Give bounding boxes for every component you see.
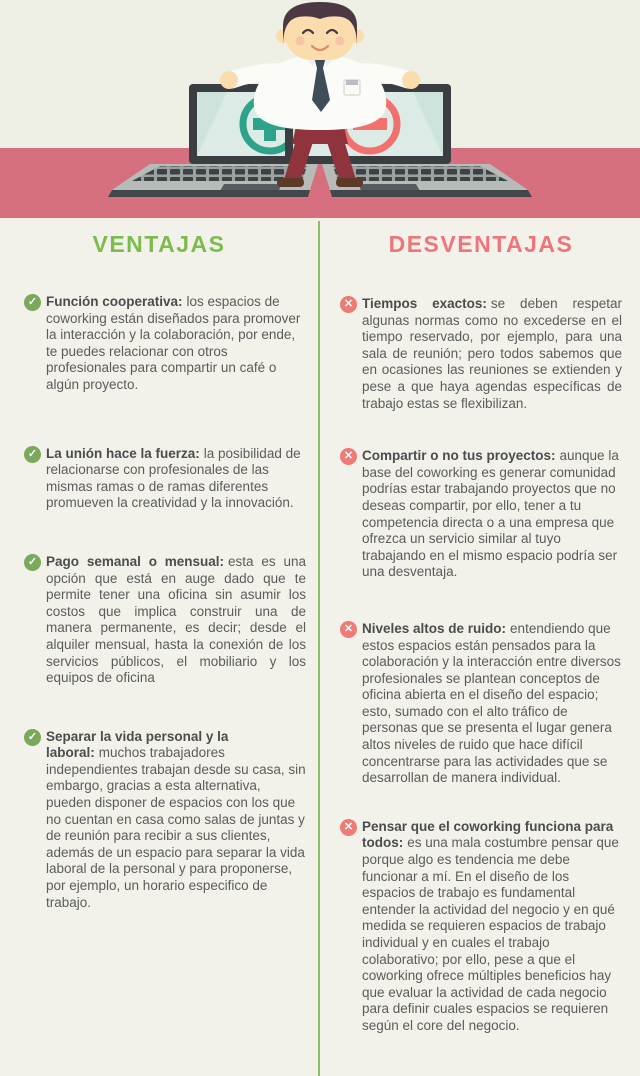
list-item: [24, 294, 306, 394]
check-circle-icon: ✓: [24, 446, 41, 463]
item-lead: Separar la vida personal y la laboral:: [46, 728, 229, 761]
item-lead: Compartir o no tus proyectos:: [362, 448, 556, 464]
item-text: [362, 448, 622, 581]
list-item: [24, 446, 306, 512]
item-text: [46, 294, 306, 394]
x-circle-icon: ✕: [340, 448, 357, 465]
item-lead: Pago semanal o mensual:: [46, 553, 225, 569]
list-item: [340, 819, 622, 1035]
item-text: [46, 729, 306, 912]
item-text: [46, 554, 306, 687]
item-body: entendiendo que estos espacios están pensados para la colaboración y la interacción entre diversos profesionales se plantean conceptos de oficina abierta en el diseño del espacio; esto, sumado con el alto tráfico de personas que se presenta el lugar genera altos niveles de ruido que hace difícil concentrarse para las actividades que se desarrollan de manera individual.: [362, 620, 621, 786]
item-body: esta es una opción que está en auge dado que te permite tener una oficina sin asumir los costos que implica construir una de manera permanente, es decir; desde el alquiler mensual, hasta la conexión de los servicios públicos, el mobiliario y los equipos de oficina: [46, 553, 306, 686]
item-body: muchos trabajadores independientes trabajan desde su casa, sin embargo, gracias a esta alternativa, pueden disponer de espacios con los que no cuentan en casa como salas de juntas y de reunión para recibir a sus clientes, además de un espacio para separar la vida laboral de la personal y para proponerse, por ejemplo, un horario especifico de trabajo.: [46, 745, 306, 910]
item-body: aunque la base del coworking es generar comunidad podrías estar trabajando proyectos que no deseas compartir, por ello, tener a tu competencia directa o a una empresa que ofrezca un servicio similar al tuyo trabajando en el mismo espacio podría ser una desventaja.: [362, 448, 619, 580]
item-text: [362, 296, 622, 412]
column-divider: [318, 221, 320, 1076]
item-text: [46, 446, 306, 512]
desventajas-column: [340, 296, 622, 1035]
hero-illustration: [0, 0, 640, 220]
item-text: [362, 621, 622, 787]
right-hand: [402, 71, 420, 89]
list-item: [24, 554, 306, 687]
ventajas-column: [24, 294, 306, 911]
item-lead: Niveles altos de ruido:: [362, 620, 507, 636]
item-body: es una mala costumbre pensar que porque algo es tendencia me debe funcionar a mí. En el diseño de los espacios de trabajo es fundamental entender la actividad del negocio y en qué medida se requieren espacios de trabajo individual y en cuales el trabajo colaborativo; por ello, pese a que el coworking ofrece múltiples beneficios hay que evaluar la actividad de cada negocio para definir cuales espacios se requieren según el core del negocio.: [362, 835, 619, 1033]
list-item: [340, 296, 622, 412]
item-lead: Función cooperativa:: [46, 294, 183, 309]
x-circle-icon: ✕: [340, 819, 357, 836]
item-body: la posibilidad de relacionarse con profesionales de las mismas ramas o de ramas diferentes promueven la creatividad y la innovación.: [46, 445, 301, 511]
item-text: [362, 819, 622, 1035]
list-item: [340, 621, 622, 787]
desventajas-title: DESVENTAJAS: [388, 231, 574, 257]
check-circle-icon: ✓: [24, 729, 41, 746]
list-item: [24, 729, 306, 912]
ventajas-title: VENTAJAS: [92, 231, 226, 257]
x-circle-icon: ✕: [340, 296, 357, 313]
item-lead: Pensar que el coworking funciona para todos:: [362, 818, 614, 851]
check-circle-icon: ✓: [24, 554, 41, 571]
item-body: se deben respetar algunas normas como no excederse en el tiempo reservado, por ejemplo, para una sala de reunión; pero todos sabemos que en ocasiones las reuniones se extienden y pese a que haya agendas específicas de trabajo estas se flexibilizan.: [362, 296, 622, 411]
item-body: los espacios de coworking están diseñados para promover la interacción y la colaboración, por ende, te puedes relacionar con otros profesionales para compartir un café o algún proyecto.: [46, 294, 301, 392]
list-item: [340, 448, 622, 581]
item-lead: La unión hace la fuerza:: [46, 445, 200, 461]
check-circle-icon: ✓: [24, 294, 41, 311]
x-circle-icon: ✕: [340, 621, 357, 638]
item-lead: Tiempos exactos:: [362, 296, 487, 311]
left-hand: [220, 71, 238, 89]
